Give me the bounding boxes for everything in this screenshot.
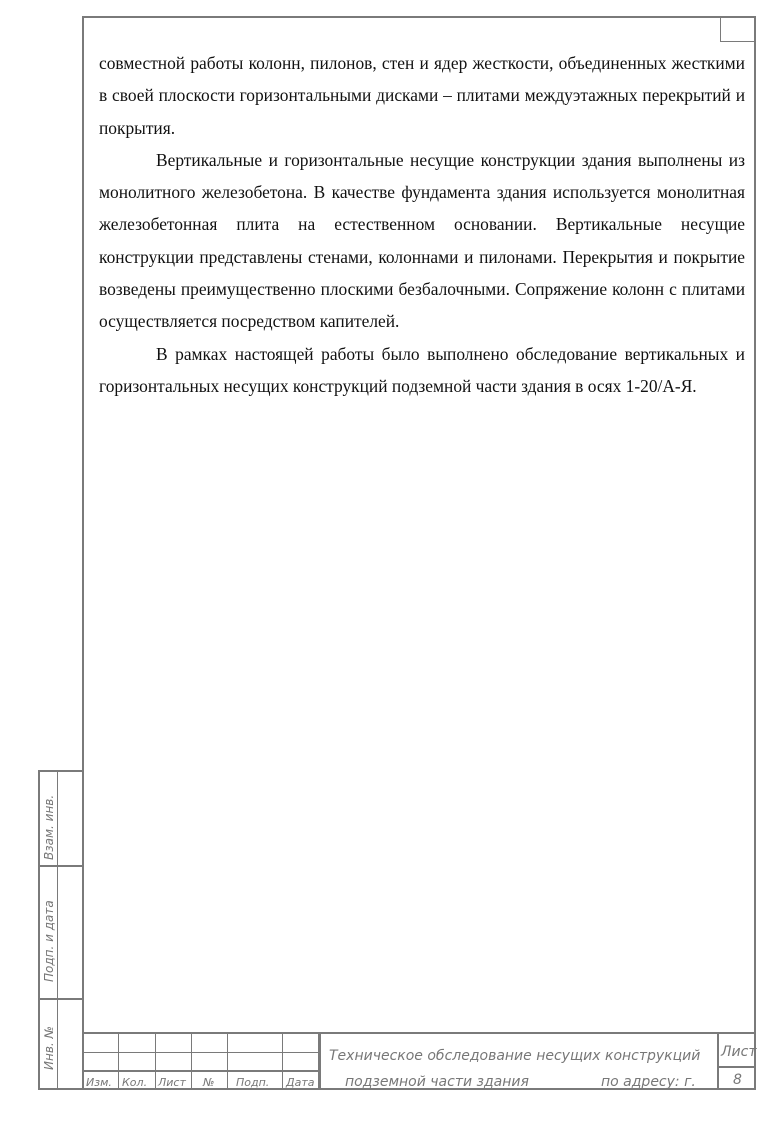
document-title-cell: [319, 1034, 719, 1090]
document-body: [99, 47, 745, 402]
corner-box: [720, 16, 756, 42]
paragraph-3: В рамках настоящей работы было выполнено обследование вертикальных и горизонтальных несущих конструкций подземной части здания в осях 1-20/А-Я.: [99, 343, 745, 396]
strip-label-inv-no: Инв. №: [42, 1025, 56, 1070]
col-label-kol: Кол.: [122, 1076, 148, 1089]
title-line-2b: по адресу: г.: [601, 1074, 696, 1090]
title-line-1: Техническое обследование несущих конструкций: [329, 1048, 701, 1064]
strip-label-sign-date: Подп. и дата: [42, 900, 56, 982]
col-label-list: Лист: [158, 1076, 186, 1089]
title-block: [82, 1032, 756, 1090]
col-label-no: №: [203, 1076, 215, 1089]
sheet-number: 8: [733, 1072, 742, 1088]
revision-table: [82, 1034, 319, 1090]
paragraph-1: совместной работы колонн, пилонов, стен и ядер жесткости, объединенных жесткими в своей плоскости горизонтальными дисками – плитами междуэтажных перекрытий и покрытия.: [99, 53, 745, 138]
paragraph-2: Вертикальные и горизонтальные несущие конструкции здания выполнены из монолитного железобетона. В качестве фундамента здания используется монолитная железобетонная плита на естественном основании. Вертикальные несущие конструкции представлены стенами, колоннами и пилонами. Перекрытия и покрытие возведены преимущественно плоскими безбалочными. Сопряжение колонн с плитами осуществляется посредством капителей.: [99, 149, 745, 332]
sheet-cell: [719, 1034, 756, 1090]
col-label-podp: Подп.: [236, 1076, 270, 1089]
binding-strip: [38, 770, 82, 1090]
title-line-2a: подземной части здания: [345, 1074, 529, 1090]
col-label-izm: Изм.: [86, 1076, 112, 1089]
col-label-data: Дата: [286, 1076, 315, 1089]
strip-label-replace-inv: Взам. инв.: [42, 794, 56, 860]
sheet-label: Лист: [721, 1044, 757, 1060]
